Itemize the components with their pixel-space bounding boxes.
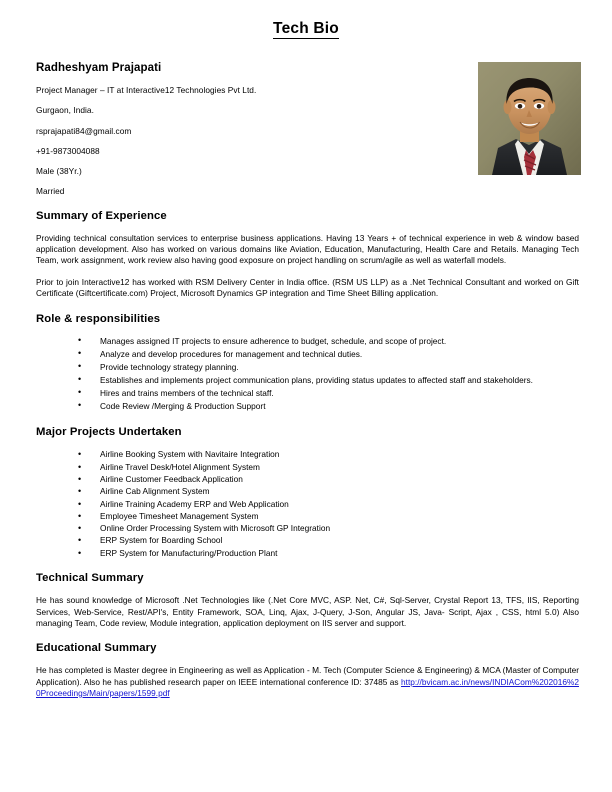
- projects-list: [36, 449, 579, 559]
- list-item: • Employee Timesheet Management System: [78, 511, 579, 523]
- summary-paragraph-1: Providing technical consultation services to enterprise business applications. Having 13 Years + of technical experience in web & window based application development. Also has worked on various domains like Aviation, Education, Manufacturing, Health Care and Retails. Managing Tech Team, work assignment, work review also having good exposure on project handling on scrum/agile as well as waterfall models.: [36, 232, 579, 266]
- section-heading-roles: Role & responsibilities: [36, 313, 161, 326]
- summary-paragraph-2: Prior to join Interactive12 has worked with RSM Delivery Center in India office. (RSM US LLP) as a .Net Technical Consultant and worked on Gift Certificate (Giftcertificate.com) Project, Microsoft Dynamics GP integration and Time Sheet Billing application.: [36, 276, 579, 298]
- person-name: Radheshyam Prajapati: [36, 62, 162, 74]
- education-text: He has completed is Master degree in Engineering as well as Application - M. Tech (Computer Science & Engineering) & MCA (Master of Computer Application). Also he has published research paper on IEEE international conference ID: 37485 as: [36, 665, 579, 687]
- list-item: • Airline Training Academy ERP and Web Application: [78, 499, 579, 511]
- list-item: • Airline Customer Feedback Application: [78, 474, 579, 486]
- list-item: • Online Order Processing System with Microsoft GP Integration: [78, 523, 579, 535]
- profile-gender-age: Male (38Yr.): [36, 166, 82, 177]
- education-paragraph: [36, 665, 579, 699]
- section-heading-education: Educational Summary: [36, 642, 157, 655]
- list-item: • Manages assigned IT projects to ensure adherence to budget, schedule, and scope of project.: [78, 336, 579, 347]
- profile-phone: +91-9873004088: [36, 145, 100, 156]
- list-item: • Hires and trains members of the technical staff.: [78, 388, 579, 399]
- document-content: [0, 62, 612, 699]
- list-item: • Airline Booking System with Navitaire Integration: [78, 449, 579, 461]
- profile-location: Gurgaon, India.: [36, 105, 94, 116]
- profile-email: rsprajapati84@gmail.com: [36, 125, 132, 136]
- page-title: [0, 20, 612, 38]
- list-item: • Provide technology strategy planning.: [78, 362, 579, 373]
- list-item: • ERP System for Boarding School: [78, 535, 579, 547]
- list-item: • Airline Travel Desk/Hotel Alignment System: [78, 462, 579, 474]
- list-item: • Code Review /Merging & Production Support: [78, 401, 579, 412]
- section-heading-summary: Summary of Experience: [36, 209, 167, 222]
- profile-marital-status: Married: [36, 186, 65, 197]
- list-item: • Analyze and develop procedures for management and technical duties.: [78, 349, 579, 360]
- profile-header: [36, 62, 579, 196]
- profile-role: Project Manager – IT at Interactive12 Technologies Pvt Ltd.: [36, 85, 257, 95]
- roles-list: [36, 336, 579, 412]
- research-paper-link[interactable]: http://bvicam.ac.in/news/INDIACom%202016%20Proceedings/Main/papers/1599.pdf: [36, 676, 579, 698]
- list-item: • Airline Cab Alignment System: [78, 486, 579, 498]
- section-heading-projects: Major Projects Undertaken: [36, 426, 182, 439]
- list-item: • ERP System for Manufacturing/Production Plant: [78, 548, 579, 560]
- profile-photo: [478, 62, 581, 175]
- list-item: • Establishes and implements project communication plans, providing status updates to affected staff and stakeholders.: [78, 375, 579, 386]
- section-heading-technical: Technical Summary: [36, 572, 144, 585]
- page-title-text: Tech Bio: [273, 20, 339, 37]
- technical-paragraph: He has sound knowledge of Microsoft .Net Technologies like (.Net Core MVC, ASP. Net, C#, Sql-Server, Crystal Report 13, TFS, IIS, Reporting Services, Web-Service, Rest/API's, Entity Framework, SOA, Linq, Ajax, J-Query, J-Son, Angular JS, Java- Script, Ajax , CSS, html 5.0) Also managing Team, Code review, Module integration, application deployment on IIS server and support.: [36, 595, 579, 628]
